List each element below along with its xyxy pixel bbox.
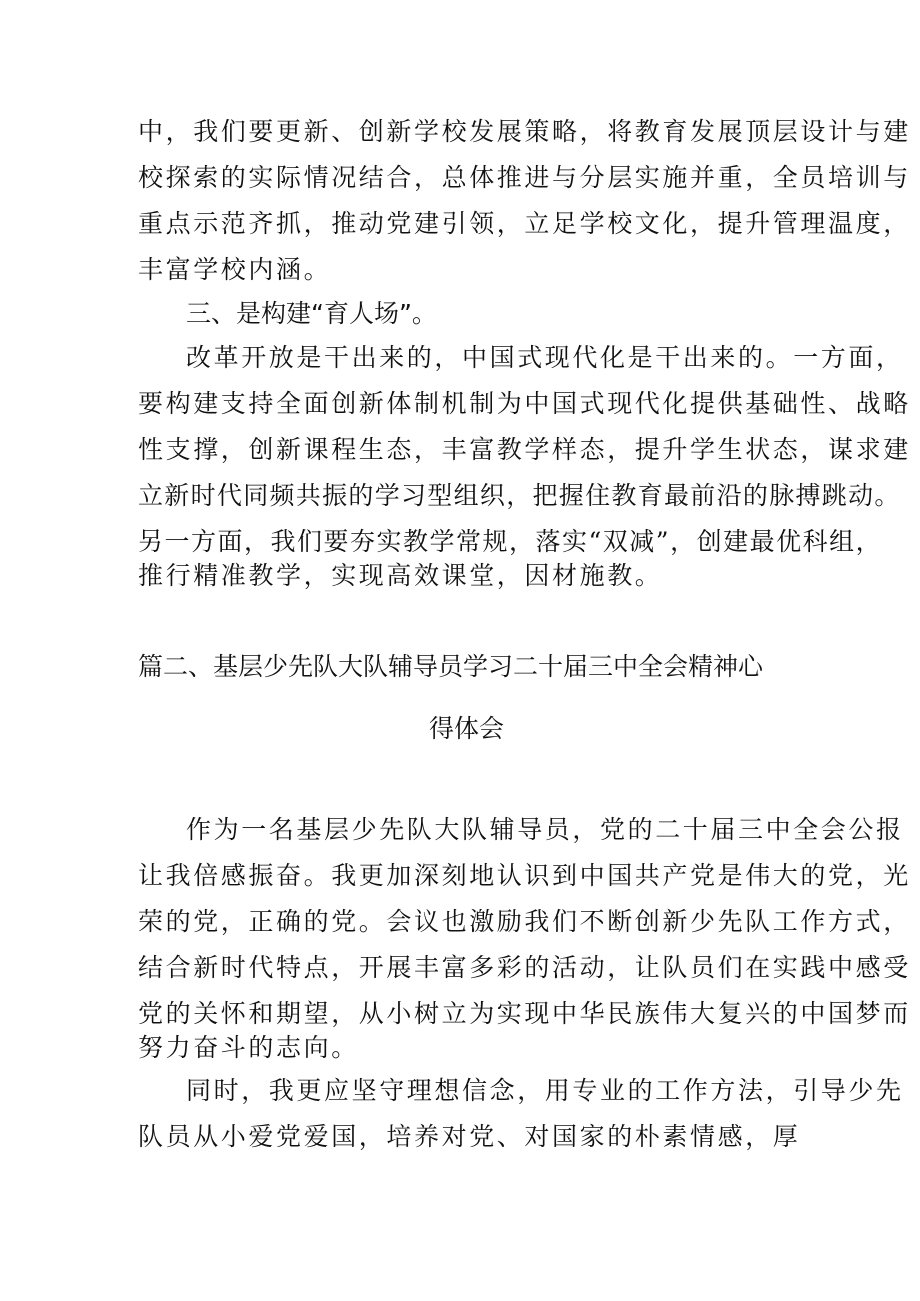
article-title: 篇二、基层少先队大队辅导员学习二十届三中全会精神心 [138,652,764,681]
body-line: 让我倍感振奋。我更加深刻地认识到中国共产党是伟大的党，光 [138,861,911,890]
body-line: 队员从小爱党爱国，培养对党、对国家的朴素情感，厚 [138,1122,801,1151]
body-line: 立新时代同频共振的学习型组织，把握住教育最前沿的脉搏跳动。 [138,481,901,510]
body-line: 性支撑，创新课程生态，丰富教学样态，提升学生状态，谋求建 [138,435,911,464]
body-line: 中，我们要更新、创新学校发展策略，将教育发展顶层设计与建 [138,117,911,146]
section-heading: 三、是构建“育人场”。 [186,299,437,328]
body-line: 党的关怀和期望，从小树立为实现中华民族伟大复兴的中国梦而 [138,999,911,1028]
body-line: 校探索的实际情况结合，总体推进与分层实施并重，全员培训与 [138,163,911,192]
body-line: 努力奋斗的志向。 [138,1033,359,1062]
body-line: 另一方面，我们要夯实教学常规，落实“双减”，创建最优科组， [138,527,883,556]
body-line: 同时，我更应坚守理想信念，用专业的工作方法，引导少先 [186,1076,904,1105]
body-line: 丰富学校内涵。 [138,255,332,284]
body-line: 荣的党，正确的党。会议也激励我们不断创新少先队工作方式， [138,907,911,936]
body-line: 推行精准教学，实现高效课堂，因材施教。 [138,561,663,590]
body-line: 改革开放是干出来的，中国式现代化是干出来的。一方面， [186,343,904,372]
body-line: 要构建支持全面创新体制机制为中国式现代化提供基础性、战略 [138,389,911,418]
body-line: 结合新时代特点，开展丰富多彩的活动，让队员们在实践中感受 [138,953,911,982]
body-line: 作为一名基层少先队大队辅导员，党的二十届三中全会公报 [186,815,904,844]
article-title-continued: 得体会 [429,714,505,743]
body-line: 重点示范齐抓，推动党建引领，立足学校文化，提升管理温度， [138,209,911,238]
